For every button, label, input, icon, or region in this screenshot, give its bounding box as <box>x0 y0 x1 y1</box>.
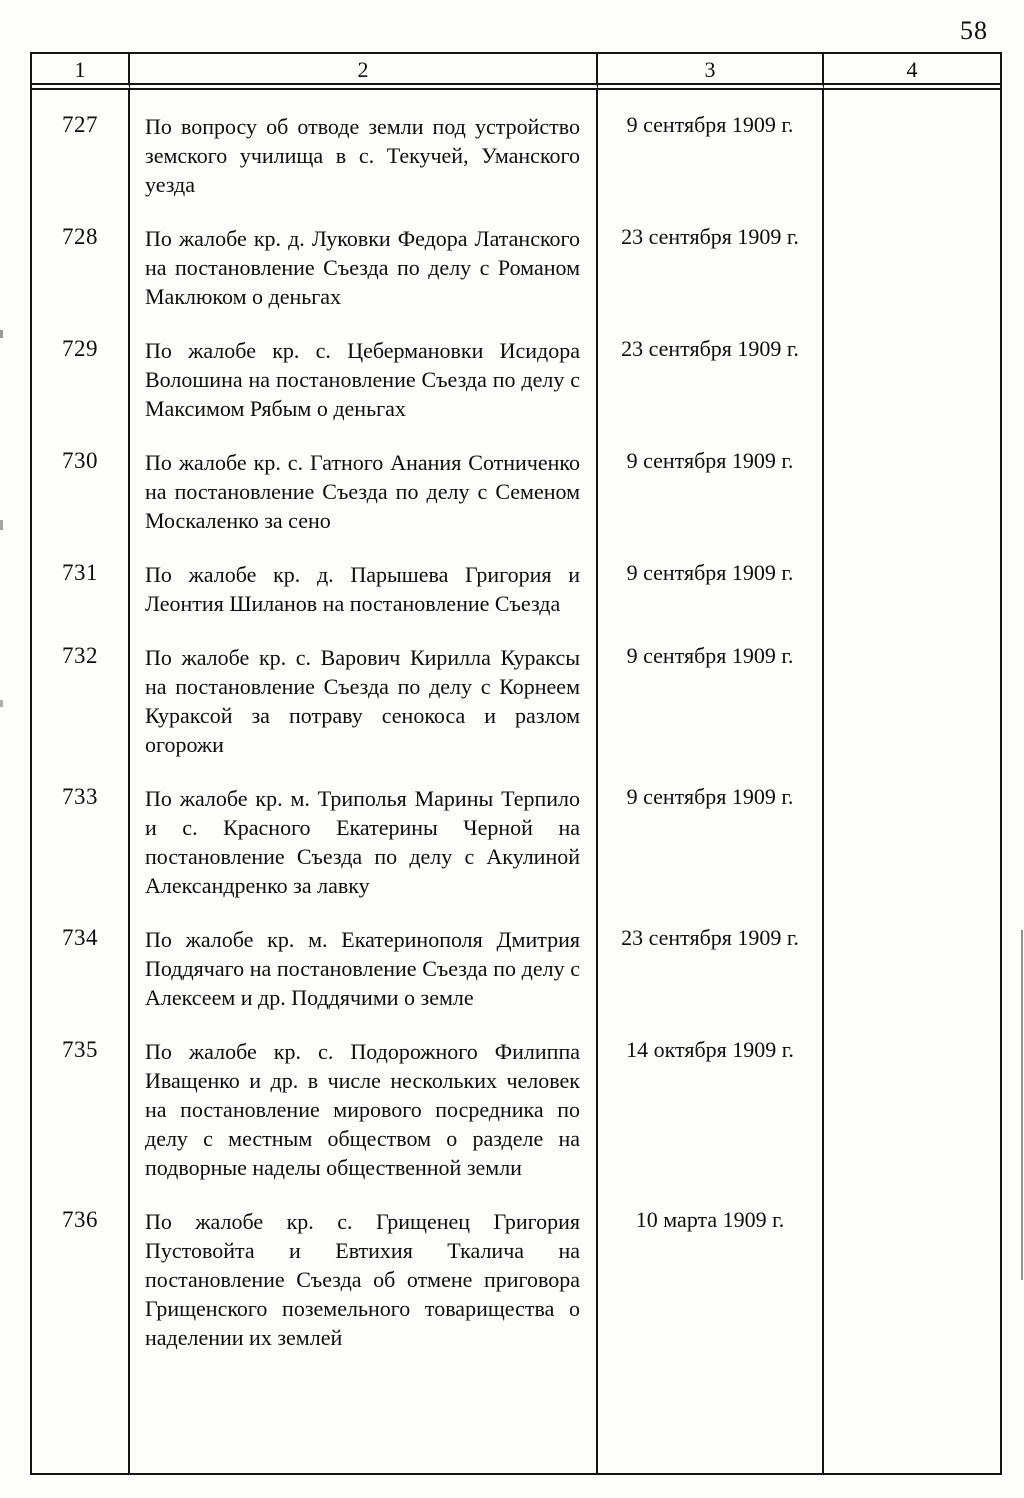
table-row-date: 23 сентября 1909 г. <box>598 311 824 423</box>
table-row-description: По жалобе кр. д. Парышева Григория и Леонтия Шиланов на постановление Съезда <box>130 535 598 618</box>
page-number: 58 <box>960 16 988 45</box>
table-filler <box>130 1352 598 1473</box>
table-row-number: 735 <box>32 1012 130 1182</box>
table-filler <box>598 1352 824 1473</box>
table-row-date: 9 сентября 1909 г. <box>598 759 824 900</box>
table-row-number: 733 <box>32 759 130 900</box>
column-header-4: 4 <box>824 54 1000 90</box>
table-row-description: По жалобе кр. с. Гатного Анания Сотниченко на постановление Съезда по делу с Семеном Москаленко за сено <box>130 423 598 535</box>
table-row-notes <box>824 618 1000 759</box>
table-row-description: По вопросу об отводе земли под устройство земского училища в с. Текучей, Уманского уезда <box>130 90 598 199</box>
table-row-description: По жалобе кр. с. Подорожного Филиппа Иващенко и др. в числе нескольких человек на постановление мирового посредника по делу с местным обществом о разделе на подворные наделы общественной земли <box>130 1012 598 1182</box>
table-row-date: 10 марта 1909 г. <box>598 1182 824 1352</box>
table-row-date: 23 сентября 1909 г. <box>598 900 824 1012</box>
table-row-date: 14 октября 1909 г. <box>598 1012 824 1182</box>
table-row-notes <box>824 759 1000 900</box>
table-row-description: По жалобе кр. д. Луковки Федора Латанского на постановление Съезда по делу с Романом Маклюком о деньгах <box>130 199 598 311</box>
table-row-number: 736 <box>32 1182 130 1352</box>
column-header-2: 2 <box>130 54 598 90</box>
column-header-3: 3 <box>598 54 824 90</box>
table-row-number: 729 <box>32 311 130 423</box>
table-row-number: 727 <box>32 90 130 199</box>
table-row-number: 730 <box>32 423 130 535</box>
table-row-number: 734 <box>32 900 130 1012</box>
table-row-date: 23 сентября 1909 г. <box>598 199 824 311</box>
table-filler <box>32 1352 130 1473</box>
table-row-number: 732 <box>32 618 130 759</box>
column-header-1: 1 <box>32 54 130 90</box>
table-row-description: По жалобе кр. с. Грищенец Григория Пустовойта и Евтихия Ткалича на постановление Съезда об отмене приговора Грищенского поземельного товарищества о наделении их землей <box>130 1182 598 1352</box>
table-row-notes <box>824 535 1000 618</box>
table-row-description: По жалобе кр. с. Варович Кирилла Кураксы на постановление Съезда по делу с Корнеем Кураксой за потраву сенокоса и разлом огорожи <box>130 618 598 759</box>
table-row-date: 9 сентября 1909 г. <box>598 423 824 535</box>
table-row-number: 731 <box>32 535 130 618</box>
table-row-date: 9 сентября 1909 г. <box>598 618 824 759</box>
table-row-description: По жалобе кр. м. Триполья Марины Терпило и с. Красного Екатерины Черной на постановление Съезда по делу с Акулиной Александренко за лавку <box>130 759 598 900</box>
scan-edge-artifact <box>0 700 3 707</box>
table-row-notes <box>824 1182 1000 1352</box>
table-row-notes <box>824 199 1000 311</box>
scan-edge-artifact <box>0 330 3 338</box>
table-row-number: 728 <box>32 199 130 311</box>
table-row-date: 9 сентября 1909 г. <box>598 90 824 199</box>
table-row-description: По жалобе кр. с. Цебермановки Исидора Волошина на постановление Съезда по делу с Максимом Рябым о деньгах <box>130 311 598 423</box>
table-row-notes <box>824 1012 1000 1182</box>
table-row-notes <box>824 900 1000 1012</box>
table-row-notes <box>824 90 1000 199</box>
table-row-description: По жалобе кр. м. Екатеринополя Дмитрия Поддячаго на постановление Съезда по делу с Алексеем и др. Поддячими о земле <box>130 900 598 1012</box>
table-row-notes <box>824 423 1000 535</box>
registry-table <box>30 52 1002 1475</box>
scan-edge-artifact <box>1021 930 1023 1280</box>
table-filler <box>824 1352 1000 1473</box>
table-row-date: 9 сентября 1909 г. <box>598 535 824 618</box>
scan-edge-artifact <box>0 520 3 530</box>
table-row-notes <box>824 311 1000 423</box>
